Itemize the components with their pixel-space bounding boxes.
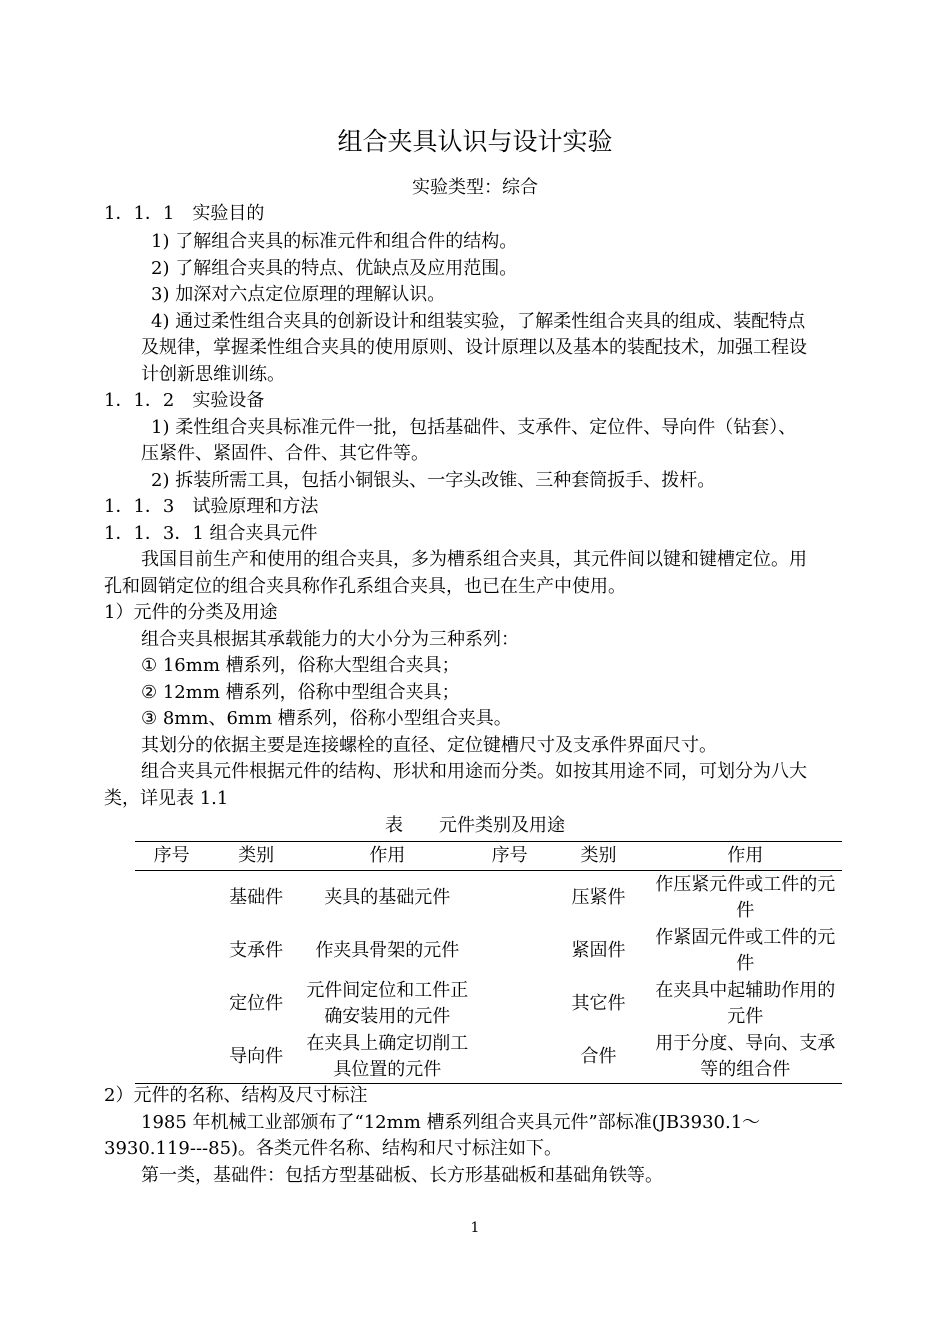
table-cell-no [471, 1030, 549, 1084]
table-cell-use: 在夹具上确定切削工具位置的元件 [304, 1030, 471, 1084]
table-cell-use: 元件间定位和工件正确安装用的元件 [306, 979, 469, 1027]
table-cell-category: 基础件 [229, 886, 284, 908]
table-cell-category: 其它件 [571, 992, 626, 1014]
table-cell-no [471, 977, 549, 1030]
table-cell-category: 紧固件 [571, 939, 626, 961]
element-category-table [135, 841, 842, 1084]
table-cell-no [135, 871, 208, 925]
subsection-heading-elements: 1．1．3．1 组合夹具元件 [104, 523, 318, 544]
table-cell-use: 在夹具中起辅助作用的元件 [655, 979, 836, 1027]
purpose-item-4-cont: 及规律，掌握柔性组合夹具的使用原则、设计原理以及基本的装配技术，加强工程设 [141, 337, 807, 358]
paragraph-line: 第一类，基础件：包括方型基础板、长方形基础板和基础角铁等。 [141, 1165, 663, 1186]
paragraph-line: 组合夹具元件根据元件的结构、形状和用途而分类。如按其用途不同，可划分为八大 [141, 761, 807, 782]
purpose-item-3: 3) 加深对六点定位原理的理解认识。 [151, 284, 446, 305]
series-item-2: ② 12mm 槽系列，俗称中型组合夹具； [141, 682, 460, 703]
table-header-cell: 序号 [135, 842, 208, 871]
equipment-item-2: 2) 拆装所需工具，包括小铜银头、一字头改锥、三种套筒扳手、拨杆。 [151, 470, 716, 491]
table-header-cell: 序号 [471, 842, 549, 871]
table-row [135, 871, 842, 925]
table-cell-category: 导向件 [208, 1030, 304, 1084]
section-heading-purpose: 1．1．1 实验目的 [104, 203, 265, 224]
table-row [135, 977, 842, 1030]
purpose-item-4-cont: 计创新思维训练。 [141, 364, 285, 385]
paragraph-line: 我国目前生产和使用的组合夹具，多为槽系组合夹具，其元件间以键和键槽定位。用 [141, 549, 807, 570]
paragraph-line: 类，详见表 1.1 [104, 788, 229, 809]
paragraph-line: 组合夹具根据其承载能力的大小分为三种系列： [141, 629, 519, 650]
table-cell-category: 压紧件 [571, 886, 626, 908]
section-heading-principle: 1．1．3 试验原理和方法 [104, 496, 319, 517]
table-cell-category: 支承件 [229, 939, 284, 961]
paragraph-line: 3930.119---85)。各类元件名称、结构和尺寸标注如下。 [104, 1138, 563, 1159]
purpose-item-2: 2) 了解组合夹具的特点、优缺点及应用范围。 [151, 258, 518, 279]
equipment-item-1: 1) 柔性组合夹具标准元件一批，包括基础件、支承件、定位件、导向件（钻套）、 [151, 417, 797, 438]
paragraph-line: 1985 年机械工业部颁布了“12mm 槽系列组合夹具元件”部标准(JB3930.1～ [141, 1112, 761, 1133]
table-cell-no [135, 977, 208, 1030]
table-row [135, 924, 842, 977]
experiment-type: 实验类型：综合 [412, 177, 538, 198]
table-cell-category: 合件 [549, 1030, 649, 1084]
paragraph-line: 孔和圆销定位的组合夹具称作孔系组合夹具，也已在生产中使用。 [104, 576, 626, 597]
series-item-3: ③ 8mm、6mm 槽系列，俗称小型组合夹具。 [141, 708, 512, 729]
table-cell-category: 定位件 [229, 992, 284, 1014]
table-cell-use: 用于分度、导向、支承等的组合件 [649, 1030, 842, 1084]
table-cell-no [135, 924, 208, 977]
table-header-cell: 作用 [304, 842, 471, 871]
equipment-item-1-cont: 压紧件、紧固件、合件、其它件等。 [141, 443, 429, 464]
table-cell-use: 作夹具骨架的元件 [315, 939, 460, 961]
table-cell-use: 作紧固元件或工件的元件 [655, 926, 836, 974]
section-heading-equipment: 1．1．2 实验设备 [104, 390, 265, 411]
table-cell-no [135, 1030, 208, 1084]
document-title: 组合夹具认识与设计实验 [337, 127, 613, 156]
table-header-row [135, 842, 842, 871]
heading-classification: 1）元件的分类及用途 [104, 602, 278, 623]
table-cell-no [471, 924, 549, 977]
purpose-item-1: 1) 了解组合夹具的标准元件和组合件的结构。 [151, 231, 518, 252]
page-number: 1 [470, 1220, 480, 1236]
series-item-1: ① 16mm 槽系列，俗称大型组合夹具； [141, 655, 460, 676]
table-header-cell: 作用 [649, 842, 842, 871]
table-header-cell: 类别 [208, 842, 304, 871]
table-cell-use: 作压紧元件或工件的元件 [655, 873, 836, 921]
table-cell-use: 夹具的基础元件 [324, 886, 451, 908]
paragraph-line: 其划分的依据主要是连接螺栓的直径、定位键槽尺寸及支承件界面尺寸。 [141, 735, 717, 756]
table-row [135, 1030, 842, 1084]
purpose-item-4: 4) 通过柔性组合夹具的创新设计和组装实验，了解柔性组合夹具的组成、装配特点 [151, 311, 806, 332]
table-cell-no [471, 871, 549, 925]
heading-names-structure: 2）元件的名称、结构及尺寸标注 [104, 1085, 368, 1106]
table-caption: 表 元件类别及用途 [385, 815, 565, 836]
table-header-cell: 类别 [549, 842, 649, 871]
